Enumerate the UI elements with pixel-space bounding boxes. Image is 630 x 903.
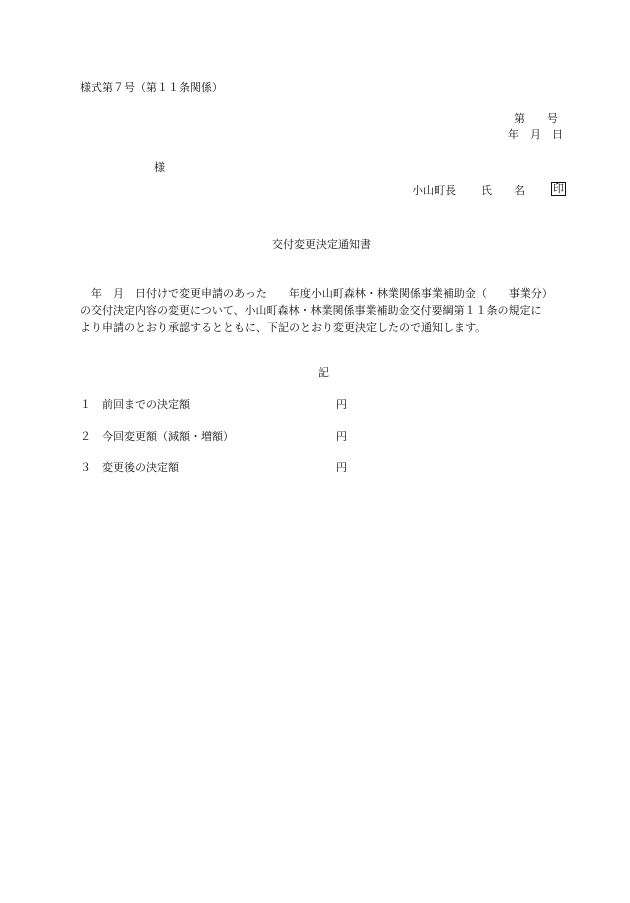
ki-heading: 記 — [318, 366, 329, 379]
document-title: 交付変更決定通知書 — [272, 238, 371, 251]
item-change-amount-label: ２ 今回変更額（減額・増額） — [80, 430, 234, 443]
body-line: より申請のとおり承認するとともに、下記のとおり変更決定したので通知します。 — [80, 321, 487, 334]
issuer-title: 小山町長 — [412, 184, 456, 197]
item-final-amount-label: ３ 変更後の決定額 — [80, 461, 179, 474]
item-previous-amount-label: １ 前回までの決定額 — [80, 398, 190, 411]
seal-icon: 印 — [553, 182, 564, 195]
body-line: 年 月 日付けで変更申請のあった 年度小山町森林・林業関係事業補助金（ 事業分） — [80, 287, 553, 300]
item-final-amount-unit: 円 — [336, 461, 347, 474]
body-line: の交付決定内容の変更について、小山町森林・林業関係事業補助金交付要綱第１１条の規定に — [80, 304, 542, 317]
issuer-name-label: 氏 名 — [481, 184, 525, 197]
form-label: 様式第７号（第１１条関係） — [80, 81, 223, 94]
document-number: 第 号 — [514, 112, 558, 125]
item-change-amount-unit: 円 — [336, 430, 347, 443]
recipient-suffix: 様 — [154, 161, 165, 174]
notice-body — [80, 285, 570, 336]
item-previous-amount-unit: 円 — [336, 398, 347, 411]
seal-mark — [551, 182, 566, 196]
document-date: 年 月 日 — [508, 128, 563, 141]
